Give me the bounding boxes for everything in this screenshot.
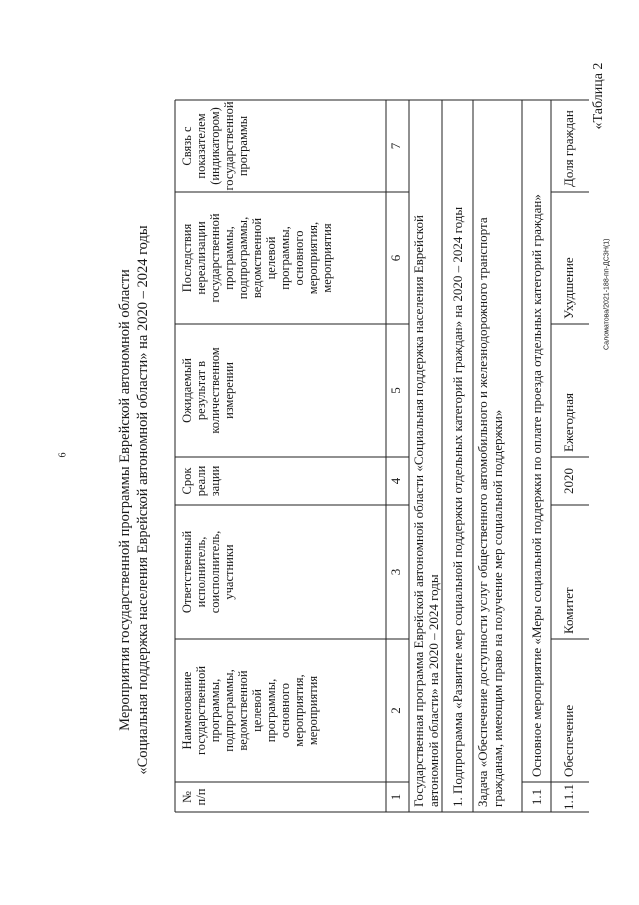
column-number-6: 6 <box>388 254 403 262</box>
row-name: Обеспечение <box>561 704 576 777</box>
column-number-1: 1 <box>388 793 403 801</box>
header-indicator: Связь с показателем (индикатором) государственной программы <box>180 101 250 191</box>
rotated-content <box>0 10 639 905</box>
document-code: Саломатова/2021-188-пп-ДСЗН(1) <box>603 238 611 350</box>
row-executor: Комитет <box>561 587 576 634</box>
title-line-2: «Социальная поддержка населения Еврейской автономной области» на 2020 – 2024 годы <box>135 225 151 775</box>
task-row: Задача «Обеспечение доступности услуг общественного автомобильного и железнодорожного транспорта гражданам, имеющим право на получение мер социальной поддержки» <box>475 217 505 807</box>
table-label: «Таблица 2 <box>591 62 606 130</box>
header-name: Наименование государственной программы, подпрограммы, ведомственной целевой программы, основного мероприятия, мероприятия <box>180 665 320 756</box>
header-executor: Ответственный исполнитель, соисполнитель, участники <box>180 530 236 614</box>
header-number: № п/п <box>180 788 208 806</box>
subprogram-row: 1. Подпрограмма «Развитие мер социальной поддержки отдельных категорий граждан» на 2020 – 2024 годы <box>450 206 465 807</box>
main-event-number: 1.1 <box>529 788 544 806</box>
row-number: 1.1.1 <box>561 784 576 810</box>
row-result: Ежегодная <box>561 393 576 452</box>
main-event-text: Основное мероприятие «Меры социальной поддержки по оплате проезда отдельных категорий граждан» <box>529 194 544 777</box>
row-term: 2020 <box>561 468 576 494</box>
page-number: 6 <box>57 452 69 458</box>
column-number-5: 5 <box>388 387 403 394</box>
program-row: Государственная программа Еврейской автономной области «Социальная поддержка населения Еврейской автономной области» на 2020 – 2024 годы <box>411 215 441 807</box>
column-number-7: 7 <box>388 142 403 150</box>
column-number-4: 4 <box>388 477 403 485</box>
row-consequence: Ухудшение <box>561 257 576 319</box>
header-consequences: Последствия нереализации государственной программы, подпрограммы, ведомственной целевой программы, основного мероприятия, мероприятия <box>180 213 334 303</box>
column-number-3: 3 <box>388 568 403 576</box>
title-line-1: Мероприятия государственной программы Еврейской автономной области <box>117 269 133 731</box>
header-term: Срок реали зации <box>180 465 222 497</box>
header-result: Ожидаемый результат в количественном измерении <box>180 347 236 434</box>
column-number-2: 2 <box>388 707 403 714</box>
row-indicator: Доля граждан <box>561 110 576 187</box>
